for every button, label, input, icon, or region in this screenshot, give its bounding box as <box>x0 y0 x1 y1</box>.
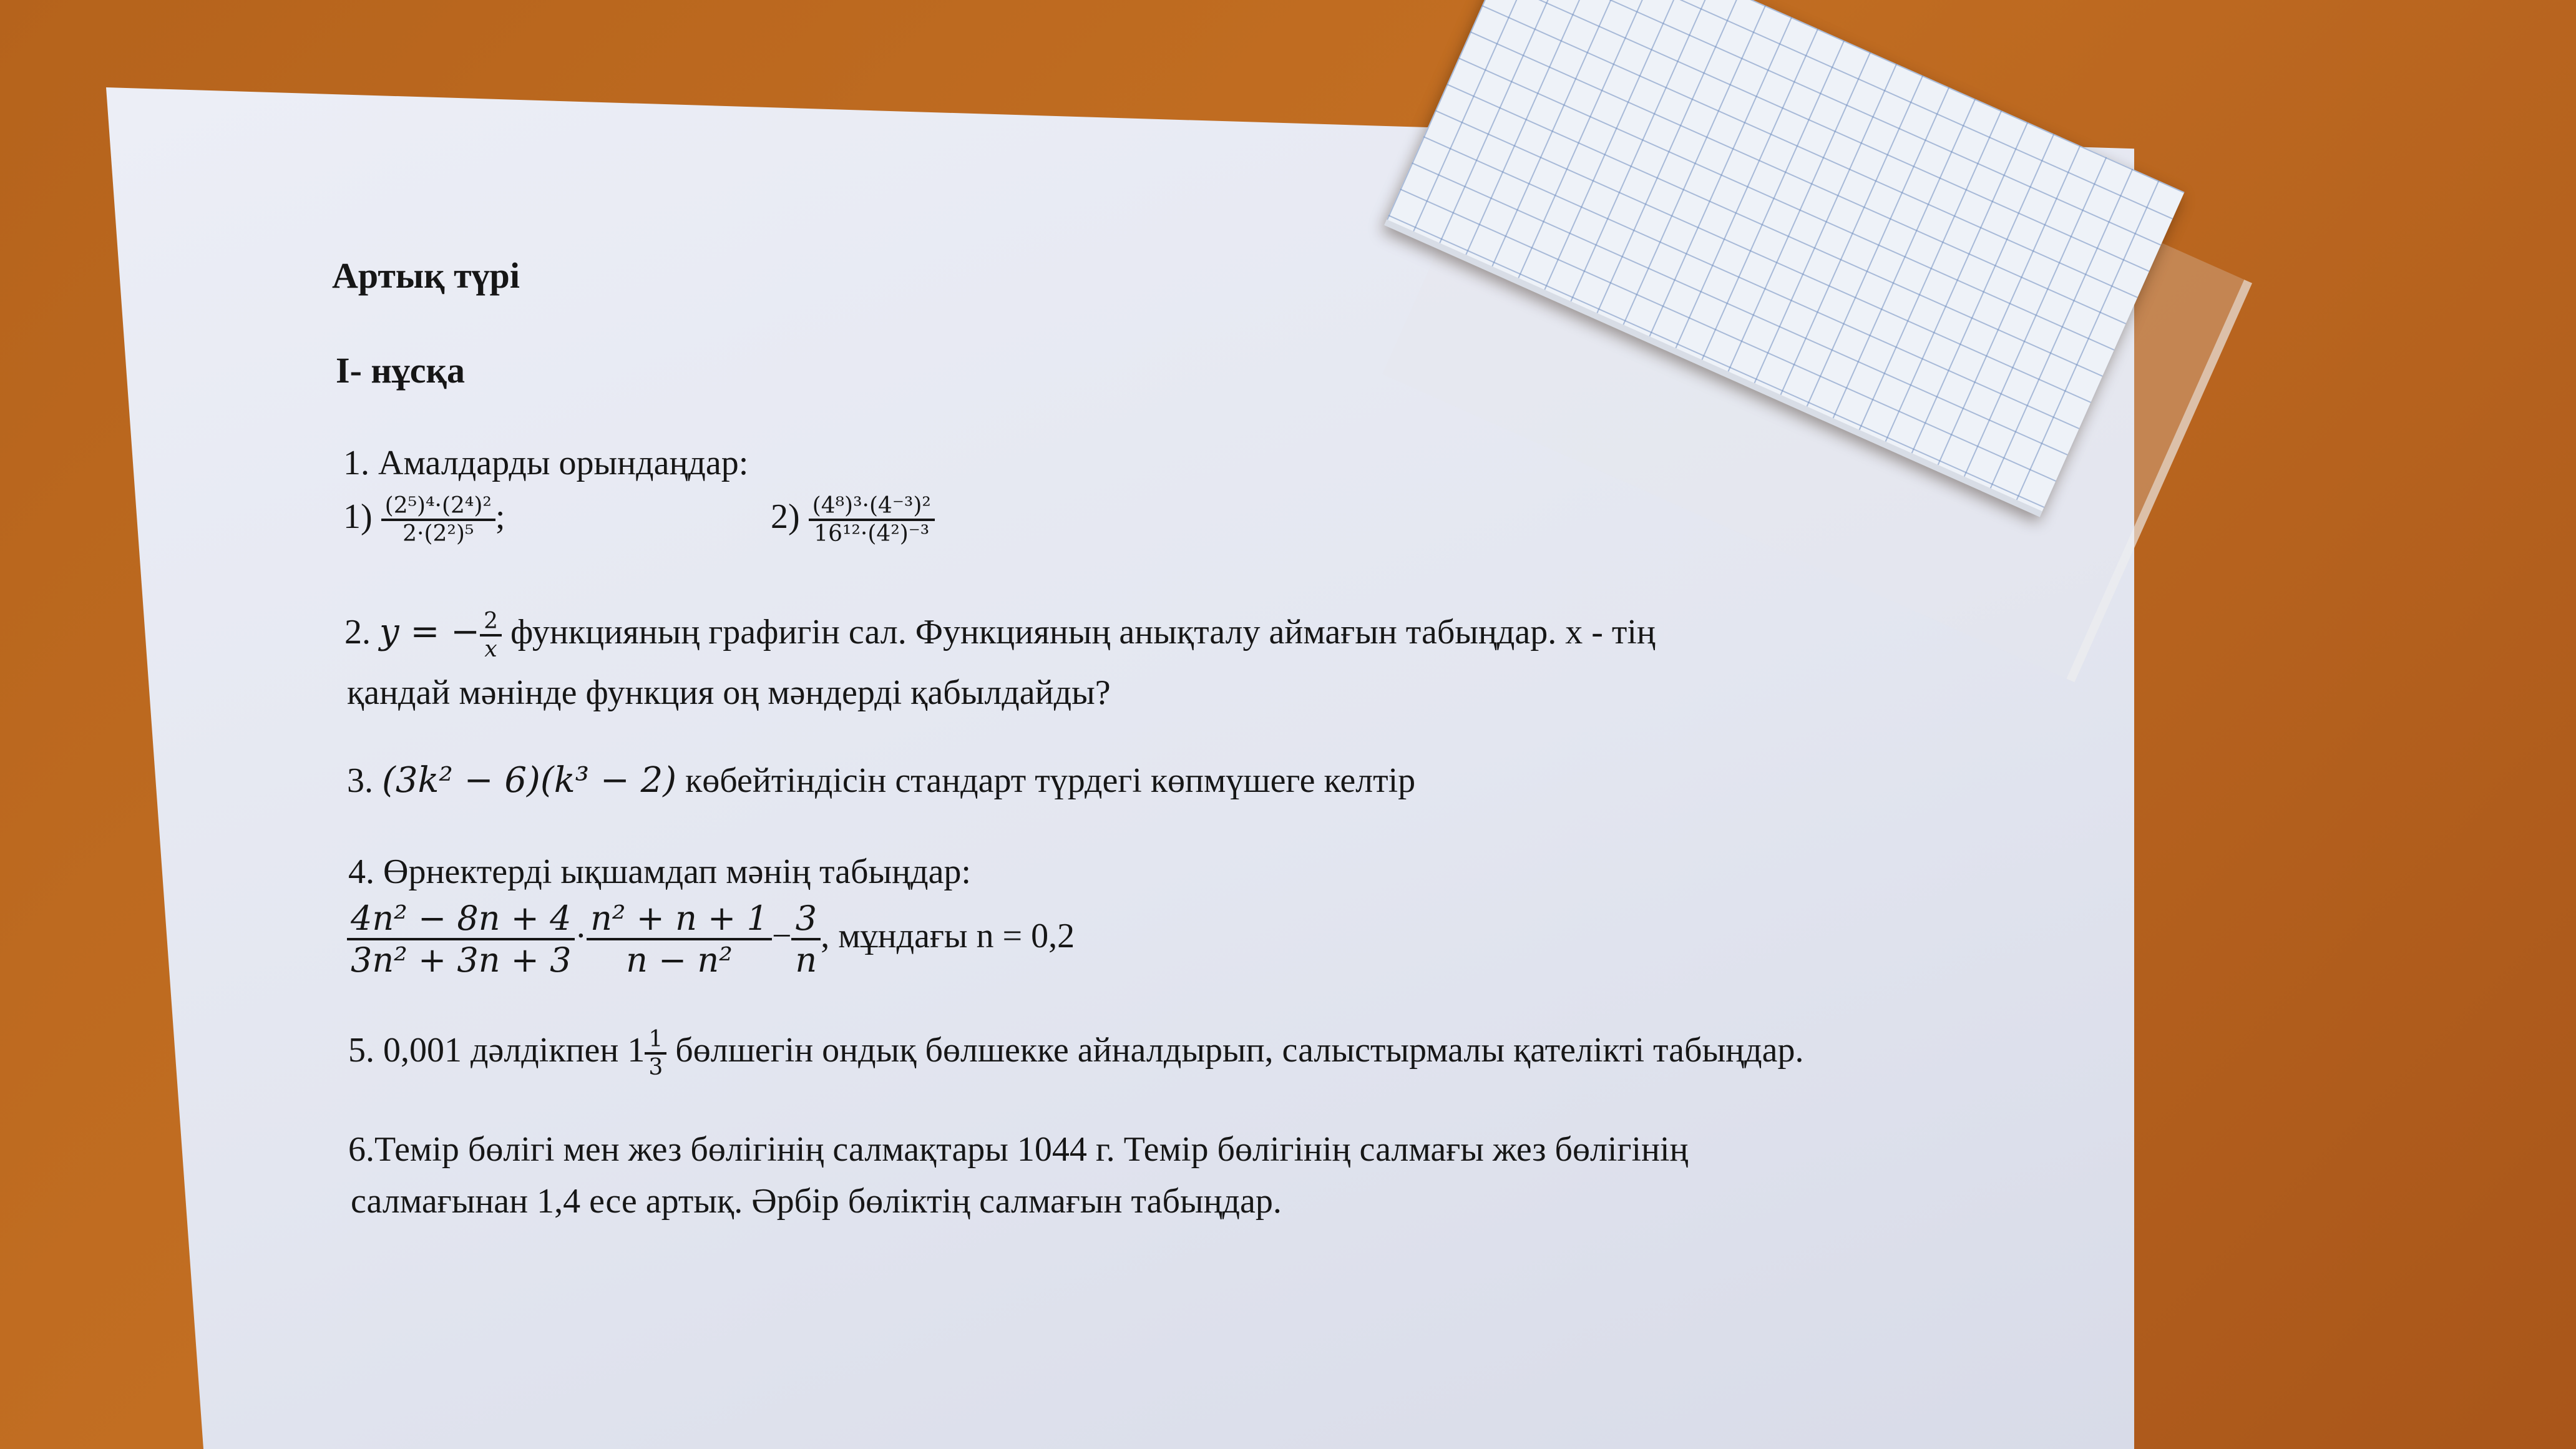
task3-text: көбейтіндісін стандарт түрдегі көпмүшеге келтір <box>685 761 1416 800</box>
task3-number: 3. <box>347 761 373 800</box>
task1-part-b <box>771 493 935 547</box>
task5-after: бөлшегін ондық бөлшекке айналдырып, салыстырмалы қателікті табыңдар. <box>675 1030 1804 1070</box>
task5-fraction <box>645 1027 666 1080</box>
task1-a-end: ; <box>495 497 505 536</box>
task4-expression <box>347 899 1075 980</box>
task4-f2-num: n² + n + 1 <box>587 899 772 940</box>
task1-b-denominator: 16¹²·(4²)⁻³ <box>814 521 930 547</box>
task1-part-a <box>343 493 505 547</box>
task4-dot: · <box>575 916 587 955</box>
task4-fraction-1 <box>347 899 575 980</box>
task1-b-numerator: (4⁸)³·(4⁻³)² <box>809 493 935 521</box>
task2-number: 2. <box>344 612 371 651</box>
task2-lhs: y = − <box>379 611 481 652</box>
task2-text-line2: қандай мәнінде функция оң мәндерді қабылдайды? <box>347 673 1111 712</box>
task2-frac-den: x <box>484 637 497 662</box>
task4-f2-den: n − n² <box>626 940 733 980</box>
task1-b-label: 2) <box>771 497 800 536</box>
task4-minus: − <box>771 916 792 955</box>
page-title: Артық түрі <box>332 255 520 296</box>
task4-tail: , мұндағы n = 0,2 <box>821 916 1075 955</box>
task5-line <box>348 1027 1803 1080</box>
task1-a-fraction <box>381 493 495 547</box>
task5-frac-num: 1 <box>645 1027 666 1055</box>
task4-fraction-3 <box>791 899 821 980</box>
task2-frac-num: 2 <box>480 608 502 637</box>
task5-frac-den: 3 <box>648 1055 663 1080</box>
task2-fraction <box>480 608 502 662</box>
task5-before: 5. 0,001 дәлдікпен 1 <box>348 1030 645 1070</box>
task4-heading: 4. Өрнектерді ықшамдап мәнің табыңдар: <box>348 852 971 891</box>
task2-line1 <box>344 608 1656 662</box>
task1-a-denominator: 2·(2²)⁵ <box>402 521 474 547</box>
task6-line1: 6.Темір бөлігі мен жез бөлігінің салмақтары 1044 г. Темір бөлігінің салмағы жез бөлігінің <box>348 1130 1689 1169</box>
task1-a-label: 1) <box>343 497 373 536</box>
task1-b-fraction <box>809 493 935 547</box>
task4-f1-num: 4n² − 8n + 4 <box>347 899 575 940</box>
task4-f1-den: 3n² + 3n + 3 <box>351 940 572 980</box>
task6-line2: салмағынан 1,4 есе артық. Әрбір бөліктің салмағын табыңдар. <box>351 1182 1282 1221</box>
task4-f3-den: n <box>795 940 817 980</box>
task3-expression: (3k² − 6)(k³ − 2) <box>382 760 677 801</box>
task1-a-numerator: (2⁵)⁴·(2⁴)² <box>381 493 495 521</box>
task4-fraction-2 <box>587 899 772 980</box>
task1-heading: 1. Амалдарды орындаңдар: <box>343 444 749 482</box>
task3-line <box>347 760 1415 801</box>
task4-f3-num: 3 <box>791 899 821 940</box>
variant-label: І- нұсқа <box>336 350 465 391</box>
task2-text-line1: функцияның графигін сал. Функцияның анықталу аймағын табыңдар. x - тің <box>510 612 1656 651</box>
